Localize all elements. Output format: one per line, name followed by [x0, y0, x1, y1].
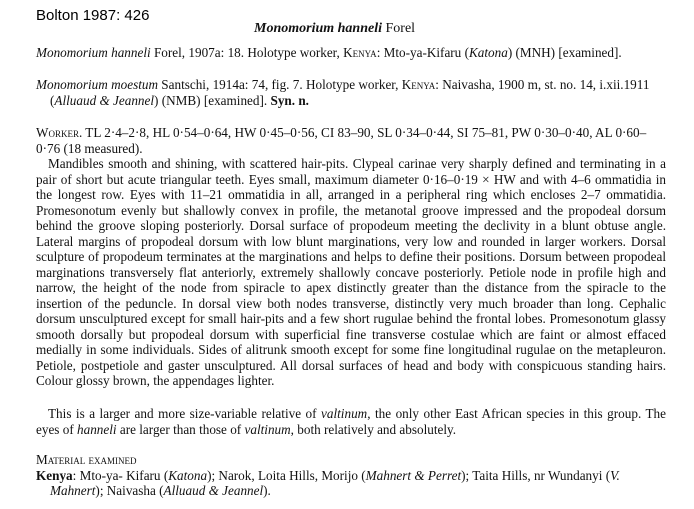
worker-label: Worker.	[36, 125, 83, 140]
syn-citation: Forel, 1907a: 18. Holotype worker,	[150, 45, 344, 60]
material-heading: Material examined	[36, 452, 137, 467]
material-examined	[36, 452, 666, 499]
material-text: ); Taita Hills, nr Wundanyi (	[461, 467, 611, 483]
material-text: ); Naivasha (	[95, 483, 164, 498]
material-collector: Alluaud & Jeannel	[163, 483, 264, 498]
material-list	[36, 468, 666, 499]
diagnostic-note	[36, 406, 666, 437]
syn-status: Syn. n.	[270, 92, 309, 108]
note-species: valtinum	[244, 421, 291, 437]
syn-country: Kenya	[401, 77, 436, 92]
synonymy-entry-1	[36, 45, 666, 61]
syn-locality: : Mto-ya-Kifaru (	[376, 45, 469, 60]
syn-name: Monomorium moestum	[36, 77, 158, 92]
worker-measurements: TL 2·4–2·8, HL 0·54–0·64, HW 0·45–0·56, CI 83–90, SL 0·34–0·44, SI 75–81, PW 0·30–0·40, AL 0·60–0·76 (18 measured).	[36, 125, 647, 156]
synonymy-entry-2	[36, 77, 666, 108]
syn-collector: Alluaud & Jeannel	[54, 92, 155, 108]
species-author: Forel	[385, 21, 416, 36]
syn-locality: : Naivasha, 1900 m, st. no. 14, i.xii.1911 (	[50, 77, 650, 108]
material-text: : Mto-ya- Kifaru (	[72, 467, 169, 483]
species-name: Monomorium hanneli	[254, 21, 382, 36]
material-text: ).	[263, 483, 271, 498]
worker-text: Mandibles smooth and shining, with scattered hair-pits. Clypeal carinae very sharply defined and terminating in a pair of short but acute triangular teeth. Eyes small, maximum diameter 0·16–0·19 × HW and with 4–6 ommatidia in the longest row. Eyes with 11–21 ommatidia in all, arranged in a peripheral ring which encloses 2–7 ommatidia. Promesonotum evenly but shallowly convex in profile, the metanotal groove impressed and the propodeal dorsum behind the groove sloping posteriorly. Dorsal surface of propodeum meeting the declivity in a blunt obtuse angle. Lateral margins of propodeal dorsum with low blunt marginations, very low and rounded in larger workers. Dorsal sculpture of propodeum terminates at the marginations and helps to define their positions. Dorsum between propodeal marginations transversely flat anteriorly, extremely shallowly concave posteriorly. Petiole node in profile high and narrow, the height of the node from spiracle to apex distinctly greater than the distance from the spiracle to the insertion of the peduncle. In dorsal view both nodes transverse, distinctly very much broader than long. Cephalic dorsum unsculptured except for small hair-pits and a few short rugulae behind the frontal lobes. Promesonotum glassy smooth dorsally but propodeal dorsum with superficial fine transverse costulae which are faint or almost effaced medially in some individuals. Sides of alitrunk smooth except for some fine longitudinal rugulae on the metapleuron. Petiole, postpetiole and gaster unsculptured. All dorsal surfaces of head and body with conspicuous standing hairs. Colour glossy brown, the appendages lighter.	[36, 156, 666, 388]
syn-citation: Santschi, 1914a: 74, fig. 7. Holotype worker,	[157, 77, 402, 92]
note-text: , both relatively and absolutely.	[290, 421, 457, 437]
material-collector: V. Mahnert	[50, 467, 620, 498]
syn-name: Monomorium hanneli	[36, 45, 151, 60]
worker-description	[36, 125, 666, 389]
species-title	[254, 21, 415, 37]
material-collector: Katona	[168, 467, 208, 483]
material-collector: Mahnert & Perret	[365, 467, 462, 483]
note-text: , the only other East African species in this group. The eyes of	[36, 406, 666, 437]
syn-country: Kenya	[343, 45, 377, 60]
syn-depository: ) (MNH) [examined].	[507, 45, 622, 60]
syn-collector: Katona	[468, 45, 508, 60]
material-text: ); Narok, Loita Hills, Morijo (	[207, 467, 366, 483]
material-country: Kenya	[36, 467, 73, 483]
note-species: hanneli	[77, 421, 117, 437]
note-species: valtinum	[321, 406, 368, 421]
note-text: are larger than those of	[116, 421, 245, 437]
page-reference: Bolton 1987: 426	[36, 7, 150, 24]
syn-depository: ) (NMB) [examined].	[154, 92, 271, 108]
note-text: This is a larger and more size-variable relative of	[48, 406, 322, 421]
